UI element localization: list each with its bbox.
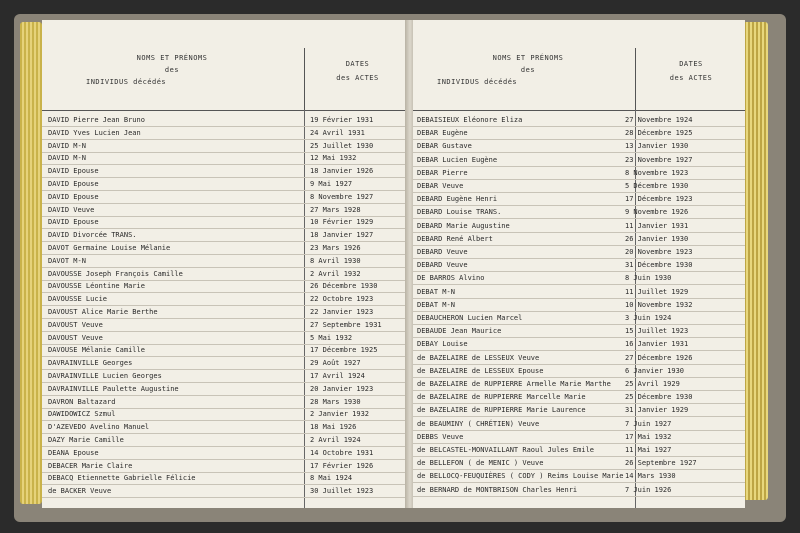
row-rule (42, 408, 407, 409)
entry-date: 10 Février 1929 (310, 218, 374, 227)
right-column-header (413, 48, 745, 111)
entry-date: 23 Novembre 1927 (625, 155, 693, 164)
dates-sub: des ACTES (336, 74, 379, 82)
names-sub: INDIVIDUS décédés (437, 78, 518, 86)
entry-date: 14 Mars 1930 (625, 472, 676, 481)
row-rule (413, 126, 745, 127)
entry-date: 11 Mai 1927 (625, 446, 672, 454)
names-sub: INDIVIDUS décédés (86, 78, 167, 86)
entry-date: 26 Décembre 1930 (310, 282, 378, 291)
entry-name: DEBARD Marie Augustine (417, 221, 510, 230)
entry-date: 8 Novembre 1927 (310, 192, 374, 201)
entry-name: DEBACER Marie Claire (48, 461, 133, 470)
row-rule (413, 430, 745, 431)
entry-date: 31 Janvier 1929 (625, 406, 689, 415)
row-rule (42, 305, 407, 306)
entry-name: DEBAT M-N (417, 300, 455, 309)
row-rule (42, 203, 407, 204)
entry-date: 11 Janvier 1931 (625, 221, 689, 230)
entry-name: DAVOT Germaine Louise Mélanie (48, 244, 171, 252)
entry-name: DAVID Yves Lucien Jean (48, 128, 141, 137)
row-rule (42, 369, 407, 370)
entry-name: DAZY Marie Camille (48, 436, 124, 444)
row-rule (42, 126, 407, 127)
entry-date: 27 Septembre 1931 (310, 320, 382, 329)
entry-date: 22 Octobre 1923 (310, 295, 374, 304)
entry-date: 11 Juillet 1929 (625, 287, 689, 296)
entry-name: DEBACQ Etiennette Gabrielle Félicie (48, 474, 196, 483)
entry-name: de BAZELAIRE de LESSEUX Epouse (417, 366, 544, 375)
entry-name: DAVRAINVILLE Paulette Augustine (48, 384, 179, 393)
entry-name: DEBAUDE Jean Maurice (417, 327, 502, 336)
entry-date: 18 Janvier 1927 (310, 231, 374, 240)
entry-date: 2 Avril 1924 (310, 436, 361, 444)
entry-date: 6 Janvier 1930 (625, 366, 685, 375)
header-separator (304, 48, 305, 110)
entry-name: DAVID M-N (48, 141, 86, 150)
row-rule (413, 482, 745, 483)
names-title: NOMS ET PRÉNOMS (136, 54, 208, 62)
entry-date: 22 Janvier 1923 (310, 308, 374, 316)
entry-name: DAVOUSSE Léontine Marie (48, 282, 145, 291)
entry-name: DAVID Epouse (48, 180, 99, 188)
entry-name: DEBAR Lucien Eugène (417, 155, 498, 164)
entry-date: 31 Décembre 1930 (625, 261, 693, 270)
dates-header (641, 60, 741, 82)
row-rule (413, 350, 745, 351)
entry-date: 2 Janvier 1932 (310, 410, 370, 419)
entry-name: DAVID Veuve (48, 205, 95, 214)
row-rule (42, 446, 407, 447)
entry-name: DEBAY Louise (417, 340, 468, 349)
entry-date: 8 Juin 1930 (625, 274, 672, 283)
entry-date: 8 Novembre 1923 (625, 168, 689, 177)
dates-title: DATES (345, 60, 370, 68)
names-header (423, 54, 633, 86)
left-column-header (42, 48, 407, 111)
column-divider (304, 110, 305, 508)
entry-name: DEBAR Eugène (417, 129, 468, 138)
entry-name: DAVID M-N (48, 154, 86, 163)
entry-name: de BAZELAIRE de LESSEUX Veuve (417, 353, 540, 362)
row-rule (413, 218, 745, 219)
row-rule (413, 232, 745, 233)
row-rule (413, 179, 745, 180)
row-rule (42, 280, 407, 281)
entry-date: 17 Mai 1932 (625, 432, 672, 441)
row-rule (413, 139, 745, 140)
row-rule (42, 382, 407, 383)
row-rule (413, 443, 745, 444)
entry-name: DEBAR Gustave (417, 142, 472, 151)
row-rule (413, 364, 745, 365)
names-header (72, 54, 272, 86)
entry-date: 28 Décembre 1925 (625, 129, 693, 138)
dates-title: DATES (679, 60, 703, 68)
entry-date: 18 Janvier 1926 (310, 167, 374, 176)
row-rule (413, 298, 745, 299)
entry-date: 27 Décembre 1926 (625, 353, 693, 362)
entry-date: 9 Novembre 1926 (625, 208, 689, 217)
entry-date: 5 Mai 1932 (310, 333, 353, 342)
entry-name: de BAZELAIRE de RUPPIERRE Marie Laurence (417, 406, 586, 415)
row-rule (42, 420, 407, 421)
entry-name: DAVOUSSE Joseph François Camille (48, 269, 183, 278)
entry-date: 26 Janvier 1930 (625, 234, 689, 243)
row-rule (413, 284, 745, 285)
entry-name: DEBAT M-N (417, 287, 455, 296)
entry-date: 23 Mars 1926 (310, 244, 361, 252)
entry-name: D'AZEVEDO Avelino Manuel (48, 423, 150, 432)
dates-sub: des ACTES (669, 74, 713, 82)
entry-date: 25 Décembre 1930 (625, 393, 693, 402)
row-rule (413, 496, 745, 497)
entry-name: DAVRAINVILLE Lucien Georges (48, 372, 162, 380)
entry-name: DAVRON Baltazard (48, 397, 116, 406)
entry-date: 19 Février 1931 (310, 116, 374, 124)
entry-date: 29 Août 1927 (310, 359, 361, 368)
row-rule (413, 403, 745, 404)
row-rule (413, 390, 745, 391)
row-rule (42, 395, 407, 396)
dates-header (310, 60, 405, 82)
row-rule (42, 241, 407, 242)
entry-date: 16 Janvier 1931 (625, 340, 689, 349)
entry-name: DAVID Epouse (48, 167, 99, 176)
entry-date: 25 Avril 1929 (625, 380, 680, 388)
entry-name: de BACKER Veuve (48, 487, 112, 496)
entry-date: 5 Décembre 1930 (625, 182, 689, 190)
names-title: NOMS ET PRÉNOMS (492, 54, 564, 62)
entry-date: 14 Octobre 1931 (310, 448, 374, 457)
row-rule (42, 190, 407, 191)
entry-date: 10 Novembre 1932 (625, 300, 693, 309)
names-des: des (164, 66, 180, 74)
row-rule (42, 267, 407, 268)
row-rule (42, 356, 407, 357)
header-separator (635, 48, 636, 110)
row-rule (413, 311, 745, 312)
row-rule (413, 337, 745, 338)
entry-name: DAVID Pierre Jean Bruno (48, 116, 145, 124)
row-rule (413, 324, 745, 325)
entry-date: 17 Avril 1924 (310, 372, 365, 380)
entry-name: de BELLOCQ-FEUQUIÈRES ( CODY ) Reims Louise Marie (417, 472, 624, 481)
entry-name: DAVRAINVILLE Georges (48, 359, 133, 368)
row-rule (42, 459, 407, 460)
entry-name: DAVID Epouse (48, 218, 99, 227)
entry-date: 20 Janvier 1923 (310, 384, 374, 393)
row-rule (42, 228, 407, 229)
entry-name: DEBARD Louise TRANS. (417, 208, 502, 217)
entry-date: 27 Mars 1928 (310, 205, 361, 214)
row-rule (42, 152, 407, 153)
row-rule (42, 139, 407, 140)
row-rule (42, 254, 407, 255)
entry-date: 9 Mai 1927 (310, 180, 353, 188)
entry-name: DAVOUST Veuve (48, 333, 103, 342)
row-rule (413, 258, 745, 259)
entry-date: 7 Juin 1926 (625, 485, 672, 494)
row-rule (413, 192, 745, 193)
left-page (42, 20, 407, 508)
row-rule (413, 271, 745, 272)
entry-name: DAVOUSSE Lucie (48, 295, 108, 304)
row-rule (413, 166, 745, 167)
entry-name: DEANA Epouse (48, 448, 99, 457)
row-rule (42, 292, 407, 293)
entry-name: DEBARD Veuve (417, 248, 468, 256)
row-rule (413, 152, 745, 153)
entry-date: 26 Septembre 1927 (625, 459, 697, 468)
entry-date: 17 Février 1926 (310, 461, 374, 470)
row-rule (413, 469, 745, 470)
row-rule (42, 331, 407, 332)
entry-name: DAWIDOWICZ Szmul (48, 410, 116, 419)
entry-name: DEBARD Veuve (417, 261, 468, 270)
row-rule (42, 216, 407, 217)
entry-date: 2 Avril 1932 (310, 269, 361, 278)
entry-date: 15 Juillet 1923 (625, 327, 689, 336)
entry-name: de BAZELAIRE de RUPPIERRE Marcelle Marie (417, 393, 586, 402)
entry-date: 3 Juin 1924 (625, 314, 672, 322)
row-rule (42, 497, 407, 498)
row-rule (42, 164, 407, 165)
entry-name: DAVID Divorcée TRANS. (48, 231, 137, 240)
page-edges-right (742, 22, 768, 500)
names-des: des (520, 66, 536, 74)
entry-name: DAVOUSE Mélanie Camille (48, 346, 145, 355)
entry-date: 30 Juillet 1923 (310, 487, 374, 496)
entry-date: 13 Janvier 1930 (625, 142, 689, 151)
entry-date: 20 Novembre 1923 (625, 248, 693, 256)
entry-name: DAVOUST Alice Marie Berthe (48, 308, 158, 316)
row-rule (413, 245, 745, 246)
entry-name: de BEAUMINY ( CHRÉTIEN) Veuve (417, 419, 540, 428)
entry-date: 18 Mai 1926 (310, 423, 357, 432)
entry-name: DAVOUST Veuve (48, 320, 103, 329)
entry-name: de BELLEFON ( de MENIC ) Veuve (417, 459, 544, 468)
row-rule (42, 318, 407, 319)
right-page (413, 20, 745, 508)
row-rule (42, 433, 407, 434)
entry-date: 24 Avril 1931 (310, 128, 365, 137)
entry-name: DEBAISIEUX Eléonore Eliza (417, 116, 523, 124)
entry-name: de BERNARD de MONTBRISON Charles Henri (417, 485, 578, 494)
entry-date: 7 Juin 1927 (625, 419, 672, 428)
entry-name: DAVOT M-N (48, 256, 86, 265)
row-rule (413, 456, 745, 457)
entry-name: DEBBS Veuve (417, 432, 464, 441)
entry-date: 27 Novembre 1924 (625, 116, 693, 124)
entry-date: 8 Mai 1924 (310, 474, 353, 483)
entry-name: DEBAR Veuve (417, 182, 464, 190)
entry-date: 28 Mars 1930 (310, 397, 361, 406)
entry-name: de BAZELAIRE de RUPPIERRE Armelle Marie Marthe (417, 380, 611, 388)
row-rule (42, 177, 407, 178)
entry-date: 17 Décembre 1923 (625, 195, 693, 204)
row-rule (42, 472, 407, 473)
entry-date: 25 Juillet 1930 (310, 141, 374, 150)
entry-name: DAVID Epouse (48, 192, 99, 201)
entry-name: DEBAUCHERON Lucien Marcel (417, 314, 523, 322)
row-rule (413, 377, 745, 378)
entry-name: de BELCASTEL-MONVAILLANT Raoul Jules Emile (417, 446, 595, 454)
row-rule (413, 205, 745, 206)
row-rule (413, 416, 745, 417)
entry-name: DEBAR Pierre (417, 168, 468, 177)
entry-date: 17 Décembre 1925 (310, 346, 378, 355)
entry-date: 12 Mai 1932 (310, 154, 357, 163)
row-rule (42, 344, 407, 345)
entry-date: 8 Avril 1930 (310, 256, 361, 265)
entry-name: DEBARD Eugène Henri (417, 195, 498, 204)
entry-name: DEBARD René Albert (417, 234, 493, 243)
entry-name: DE BARROS Alvino (417, 274, 485, 283)
row-rule (42, 484, 407, 485)
page-edges-left (20, 22, 42, 504)
